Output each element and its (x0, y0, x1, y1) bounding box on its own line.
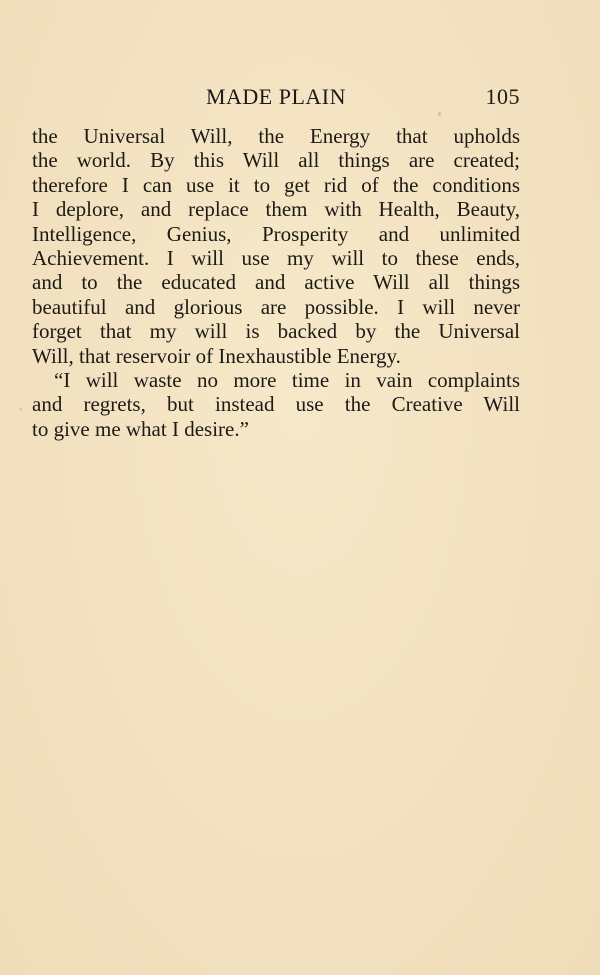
text-line: Will, that reservoir of Inexhaustible Energy. (32, 343, 401, 368)
text-line: Intelligence, Genius, Prosperity and unlimited (32, 221, 520, 246)
text-line: and to the educated and active Will all things (32, 270, 520, 295)
page-header (32, 84, 520, 114)
text-line: and regrets, but instead use the Creative Will (32, 392, 520, 417)
text-line: therefore I can use it to get rid of the conditions (32, 172, 520, 197)
text-line: the world. By this Will all things are created; (32, 148, 520, 173)
text-line: “I will waste no more time in vain complaints (54, 367, 520, 392)
text-line: Achievement. I will use my will to these ends, (32, 245, 520, 270)
page-number: 105 (485, 84, 520, 109)
text-line: the Universal Will, the Energy that upholds (32, 124, 520, 148)
paper-speck (20, 408, 22, 411)
text-line: beautiful and glorious are possible. I will never (32, 294, 520, 319)
text-line: forget that my will is backed by the Universal (32, 319, 520, 344)
body-text (32, 124, 520, 441)
text-line: to give me what I desire.” (32, 416, 249, 441)
paper-speck (438, 112, 441, 116)
text-line: I deplore, and replace them with Health, Beauty, (32, 197, 520, 222)
running-title: MADE PLAIN (205, 84, 347, 109)
